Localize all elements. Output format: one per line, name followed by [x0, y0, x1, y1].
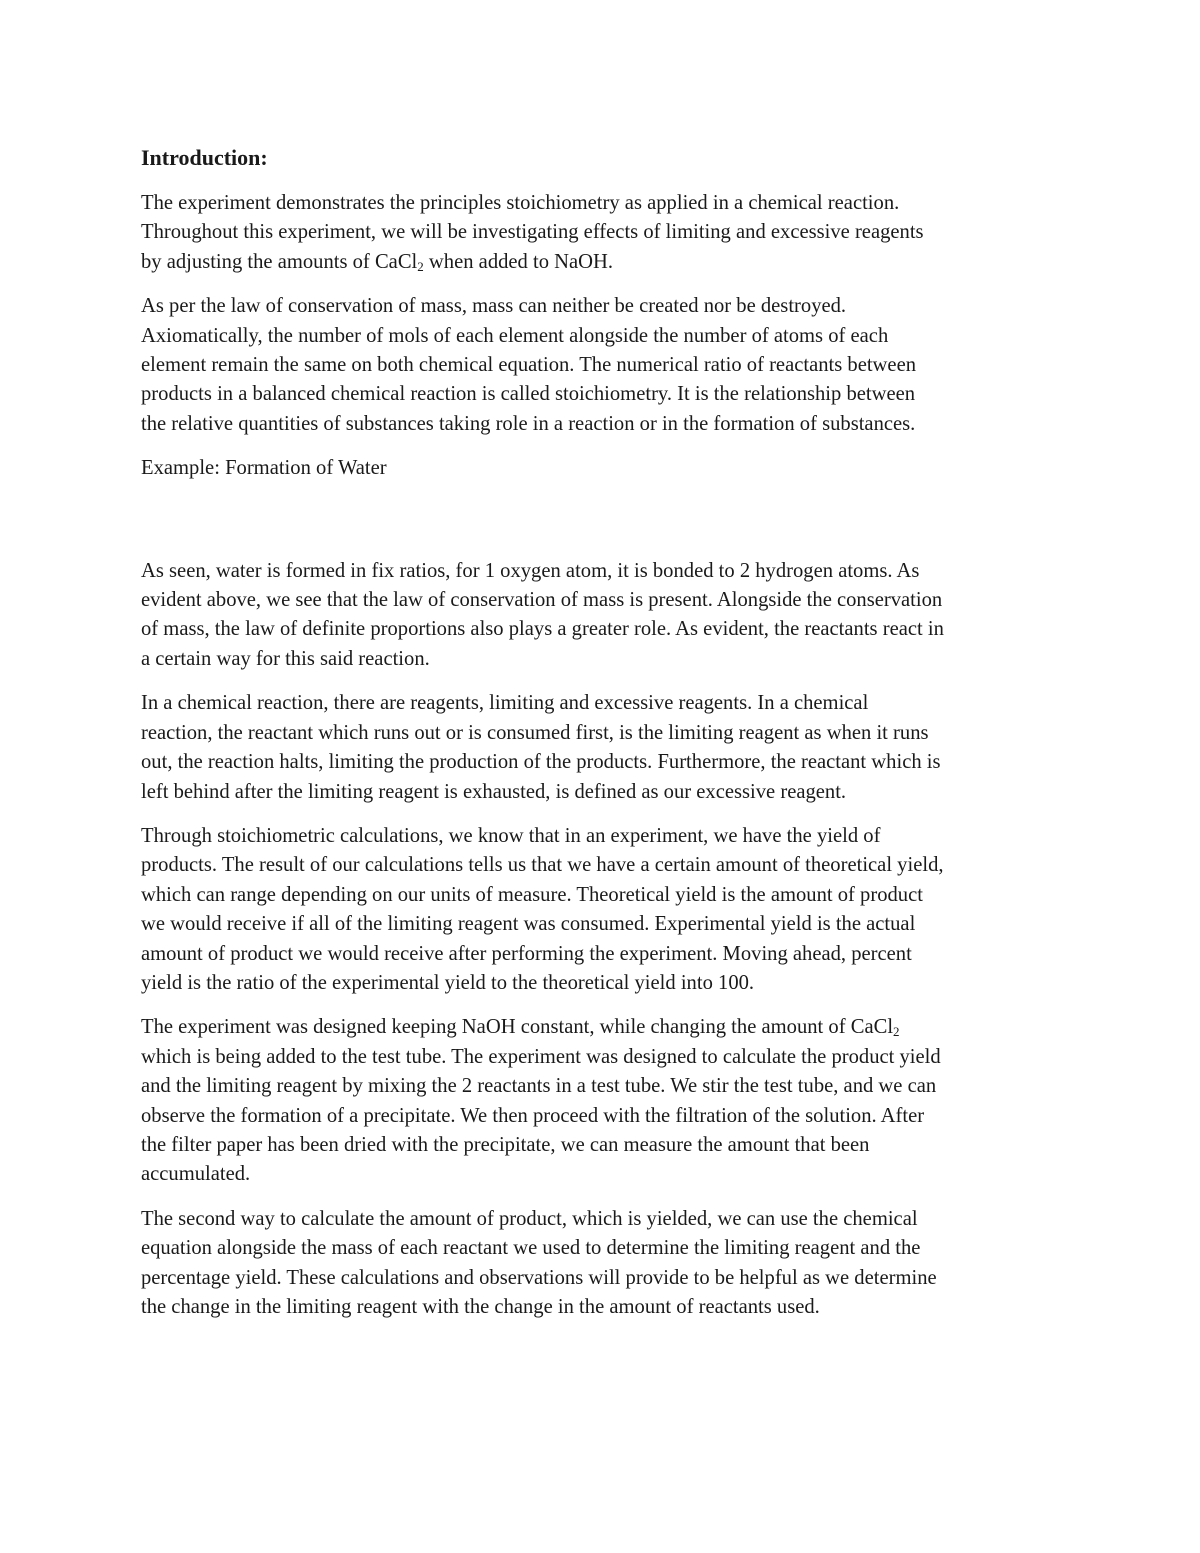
text-line: yield is the ratio of the experimental yield to the theoretical yield into 100. — [141, 971, 755, 994]
text-line: which can range depending on our units of measure. Theoretical yield is the amount of product — [141, 883, 923, 906]
text-fragment: by adjusting the amounts of CaCl — [141, 250, 418, 273]
text-line: a certain way for this said reaction. — [141, 647, 430, 670]
text-line: As seen, water is formed in fix ratios, for 1 oxygen atom, it is bonded to 2 hydrogen atoms. As — [141, 559, 920, 582]
text-line: the filter paper has been dried with the precipitate, we can measure the amount that been — [141, 1133, 870, 1156]
text-line: Through stoichiometric calculations, we know that in an experiment, we have the yield of — [141, 824, 881, 847]
text-line: reaction, the reactant which runs out or is consumed first, is the limiting reagent as when it runs — [141, 721, 929, 744]
text-line: The experiment demonstrates the principles stoichiometry as applied in a chemical reaction. — [141, 192, 900, 214]
text-line: evident above, we see that the law of conservation of mass is present. Alongside the conservation — [141, 589, 943, 612]
text-line: The second way to calculate the amount of product, which is yielded, we can use the chemical — [141, 1207, 918, 1230]
example-figure-space — [141, 499, 1066, 557]
text-line: products in a balanced chemical reaction is called stoichiometry. It is the relationship between — [141, 383, 916, 406]
text-line: we would receive if all of the limiting reagent was consumed. Experimental yield is the actual — [141, 913, 916, 936]
paragraph-conservation — [141, 292, 1066, 439]
paragraph-design — [141, 1013, 1066, 1189]
text-line: accumulated. — [141, 1163, 251, 1186]
paragraph-reagents — [141, 689, 1066, 807]
text-line: observe the formation of a precipitate. We then proceed with the filtration of the solution. After — [141, 1104, 925, 1127]
text-line — [141, 1013, 1066, 1042]
text-line: equation alongside the mass of each reactant we used to determine the limiting reagent and the — [141, 1237, 921, 1260]
text-fragment: The experiment was designed keeping NaOH constant, while changing the amount of CaCl — [141, 1016, 894, 1039]
text-line: percentage yield. These calculations and observations will provide to be helpful as we determine — [141, 1266, 937, 1289]
subscript: 2 — [893, 1024, 900, 1040]
paragraph-yield — [141, 822, 1066, 998]
text-line: In a chemical reaction, there are reagents, limiting and excessive reagents. In a chemical — [141, 692, 869, 715]
text-line: amount of product we would receive after performing the experiment. Moving ahead, percent — [141, 942, 912, 965]
text-line: As per the law of conservation of mass, mass can neither be created nor be destroyed. — [141, 295, 847, 318]
paragraph-water — [141, 557, 1066, 675]
section-heading: Introduction: — [141, 145, 268, 170]
text-line: Throughout this experiment, we will be investigating effects of limiting and excessive reagents — [141, 221, 924, 244]
text-line: Axiomatically, the number of mols of each element alongside the number of atoms of each — [141, 324, 889, 347]
text-line: the change in the limiting reagent with the change in the amount of reactants used. — [141, 1296, 820, 1318]
text-line: left behind after the limiting reagent is exhausted, is defined as our excessive reagent. — [141, 780, 847, 803]
text-line: and the limiting reagent by mixing the 2 reactants in a test tube. We stir the test tube, and we can — [141, 1075, 937, 1098]
paragraph-intro — [141, 189, 1066, 277]
text-fragment: when added to NaOH. — [423, 250, 614, 273]
text-line: products. The result of our calculations tells us that we have a certain amount of theoretical yield, — [141, 854, 944, 877]
paragraph-calculation — [141, 1205, 1066, 1323]
example-label: Example: Formation of Water — [141, 457, 387, 480]
text-line: of mass, the law of definite proportions also plays a greater role. As evident, the reactants react in — [141, 618, 944, 641]
text-line — [141, 248, 1066, 277]
document-body — [141, 143, 1066, 1337]
text-line: which is being added to the test tube. The experiment was designed to calculate the product yield — [141, 1045, 941, 1068]
paragraph-example — [141, 454, 1066, 483]
text-line: out, the reaction halts, limiting the production of the products. Furthermore, the reactant which is — [141, 751, 941, 774]
text-line: element remain the same on both chemical equation. The numerical ratio of reactants between — [141, 354, 917, 377]
subscript: 2 — [417, 258, 424, 274]
text-line: the relative quantities of substances taking role in a reaction or in the formation of substances. — [141, 412, 916, 435]
